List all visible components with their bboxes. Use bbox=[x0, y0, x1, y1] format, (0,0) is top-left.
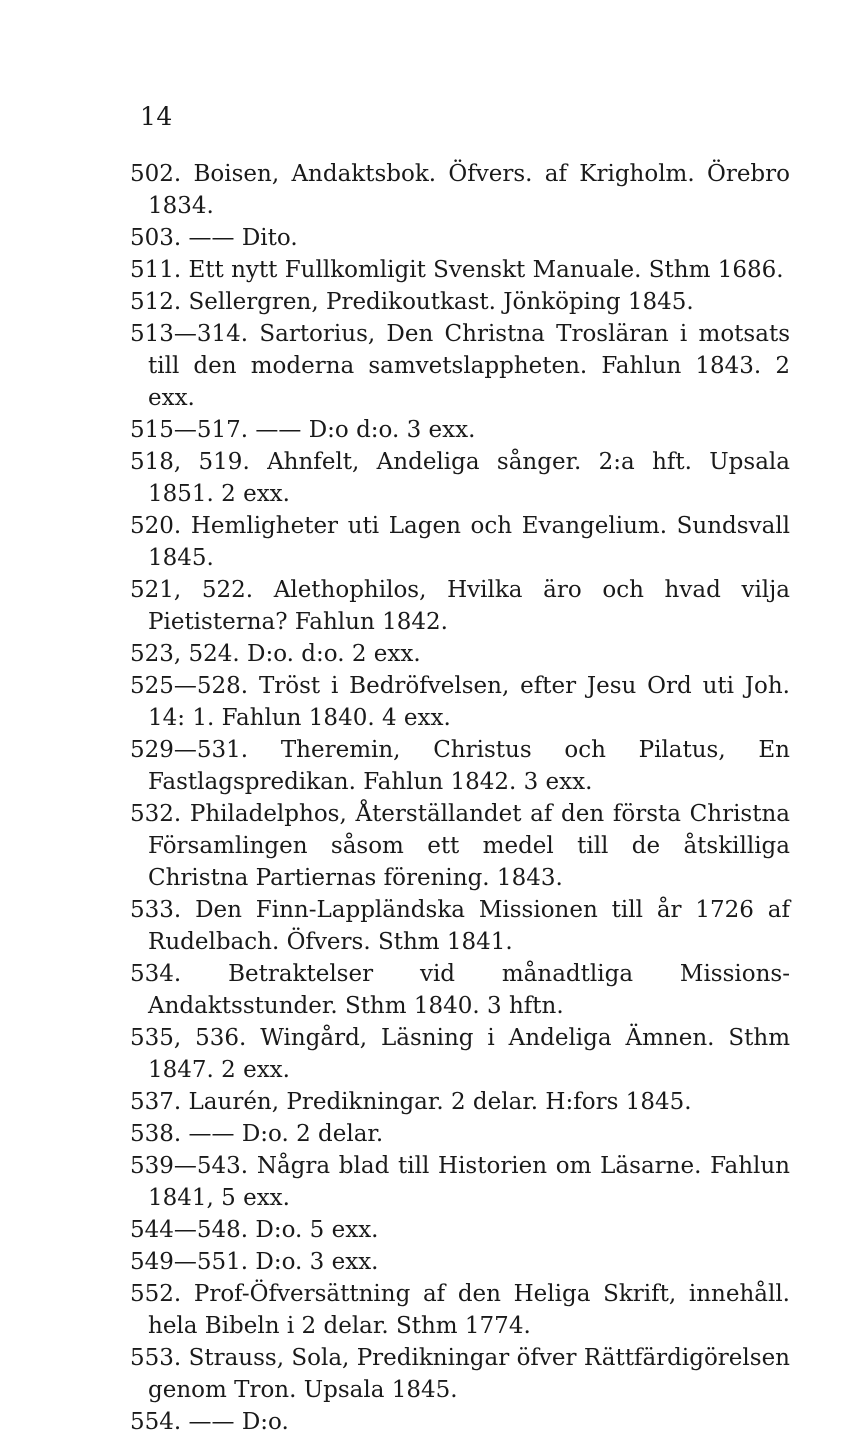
catalog-entry: 520. Hemligheter uti Lagen och Evangelium. Sundsvall 1845. bbox=[130, 513, 790, 571]
catalog-entry: 554. —— D:o. bbox=[130, 1409, 289, 1435]
catalog-entry: 511. Ett nytt Fullkomligit Svenskt Manuale. Sthm 1686. bbox=[130, 257, 784, 283]
catalog-entry-list bbox=[130, 158, 790, 1438]
catalog-entry: 529—531. Theremin, Christus och Pilatus, En Fastlagspredikan. Fahlun 1842. 3 exx. bbox=[130, 737, 790, 795]
catalog-entry: 534. Betraktelser vid månadtliga Missions-Andaktsstunder. Sthm 1840. 3 hftn. bbox=[130, 961, 790, 1019]
catalog-entry: 552. Prof-Öfversättning af den Heliga Skrift, innehåll. hela Bibeln i 2 delar. Sthm 1774. bbox=[130, 1281, 790, 1339]
catalog-entry: 537. Laurén, Predikningar. 2 delar. H:fors 1845. bbox=[130, 1089, 692, 1115]
catalog-entry: 539—543. Några blad till Historien om Läsarne. Fahlun 1841, 5 exx. bbox=[130, 1153, 790, 1211]
catalog-entry: 513—314. Sartorius, Den Christna Trosläran i motsats till den moderna samvetslappheten. Fahlun 1843. 2 exx. bbox=[130, 321, 790, 411]
catalog-entry: 518, 519. Ahnfelt, Andeliga sånger. 2:a hft. Upsala 1851. 2 exx. bbox=[130, 449, 790, 507]
catalog-entry: 512. Sellergren, Predikoutkast. Jönköping 1845. bbox=[130, 289, 694, 315]
catalog-entry: 535, 536. Wingård, Läsning i Andeliga Ämnen. Sthm 1847. 2 exx. bbox=[130, 1025, 790, 1083]
catalog-entry: 538. —— D:o. 2 delar. bbox=[130, 1121, 384, 1147]
catalog-entry: 515—517. —— D:o d:o. 3 exx. bbox=[130, 417, 476, 443]
catalog-entry: 525—528. Tröst i Bedröfvelsen, efter Jesu Ord uti Joh. 14: 1. Fahlun 1840. 4 exx. bbox=[130, 673, 790, 731]
page-number: 14 bbox=[140, 102, 173, 131]
catalog-entry: 532. Philadelphos, Återställandet af den första Christna Församlingen såsom ett medel till de åtskilliga Christna Partiernas förening. 1843. bbox=[130, 801, 790, 891]
catalog-entry: 521, 522. Alethophilos, Hvilka äro och hvad vilja Pietisterna? Fahlun 1842. bbox=[130, 577, 790, 635]
catalog-entry: 502. Boisen, Andaktsbok. Öfvers. af Krigholm. Örebro 1834. bbox=[130, 161, 790, 219]
catalog-entry: 503. —— Dito. bbox=[130, 225, 298, 251]
catalog-entry: 533. Den Finn-Lappländska Missionen till år 1726 af Rudelbach. Öfvers. Sthm 1841. bbox=[130, 897, 790, 955]
catalog-entry: 523, 524. D:o. d:o. 2 exx. bbox=[130, 641, 421, 667]
catalog-entry: 544—548. D:o. 5 exx. bbox=[130, 1217, 379, 1243]
catalog-entry: 549—551. D:o. 3 exx. bbox=[130, 1249, 379, 1275]
catalog-entry: 553. Strauss, Sola, Predikningar öfver Rättfärdigörelsen genom Tron. Upsala 1845. bbox=[130, 1345, 790, 1403]
